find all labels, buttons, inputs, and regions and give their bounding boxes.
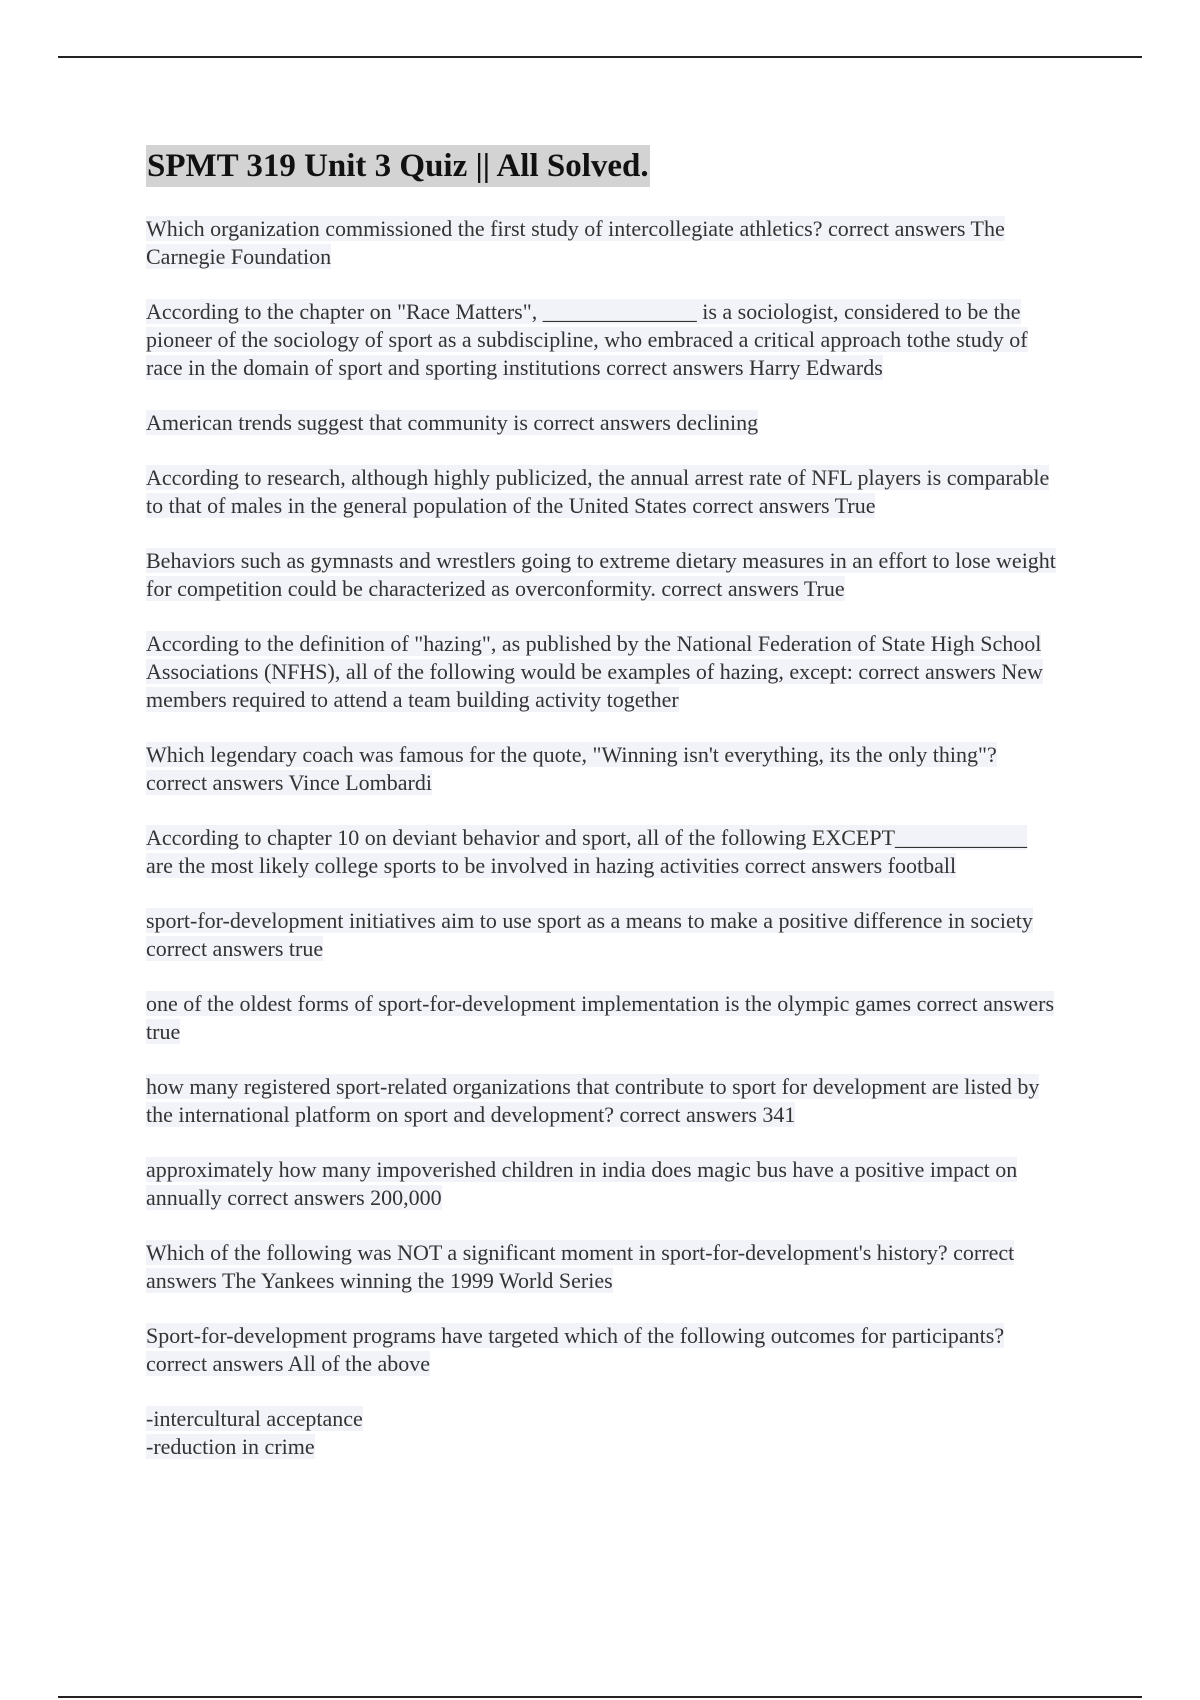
- qa-text: American trends suggest that community is correct answers declining: [146, 410, 759, 435]
- list-text: -intercultural acceptance: [146, 1406, 363, 1431]
- qa-item-4: [146, 464, 1056, 520]
- top-rule: [58, 56, 1142, 58]
- outcome-list-item-1: [146, 1405, 1056, 1433]
- qa-item-9: [146, 907, 1056, 963]
- qa-text: Which organization commissioned the first study of intercollegiate athletics? correct answers The Carnegie Foundation: [146, 216, 1005, 269]
- qa-item-11: [146, 1073, 1056, 1129]
- qa-text: one of the oldest forms of sport-for-development implementation is the olympic games correct answers true: [146, 991, 1055, 1044]
- qa-item-13: [146, 1239, 1056, 1295]
- qa-text: According to chapter 10 on deviant behavior and sport, all of the following EXCEPT____________ are the most likely college sports to be involved in hazing activities correct answers football: [146, 825, 1028, 878]
- qa-item-12: [146, 1156, 1056, 1212]
- document-body: [146, 145, 1056, 1461]
- qa-item-8: [146, 824, 1056, 880]
- qa-text: Behaviors such as gymnasts and wrestlers going to extreme dietary measures in an effort to lose weight for competition could be characterized as overconformity. correct answers True: [146, 548, 1056, 601]
- qa-text: how many registered sport-related organizations that contribute to sport for development are listed by the international platform on sport and development? correct answers 341: [146, 1074, 1040, 1127]
- qa-item-1: [146, 215, 1056, 271]
- qa-item-5: [146, 547, 1056, 603]
- qa-item-3: [146, 409, 1056, 437]
- qa-item-2: [146, 298, 1056, 382]
- qa-item-7: [146, 741, 1056, 797]
- outcome-list-item-2: [146, 1433, 1056, 1461]
- list-text: -reduction in crime: [146, 1434, 315, 1459]
- qa-text: Which legendary coach was famous for the quote, "Winning isn't everything, its the only thing"? correct answers Vince Lombardi: [146, 742, 997, 795]
- qa-item-14: [146, 1322, 1056, 1378]
- qa-text: According to research, although highly publicized, the annual arrest rate of NFL players is comparable to that of males in the general population of the United States correct answers True: [146, 465, 1050, 518]
- qa-item-6: [146, 630, 1056, 714]
- document-title: SPMT 319 Unit 3 Quiz || All Solved.: [146, 145, 650, 187]
- qa-text: sport-for-development initiatives aim to use sport as a means to make a positive difference in society correct answers true: [146, 908, 1033, 961]
- qa-text: According to the definition of "hazing", as published by the National Federation of State High School Associations (NFHS), all of the following would be examples of hazing, except: correct answers New members required to attend a team building activity together: [146, 631, 1043, 712]
- bottom-rule: [58, 1696, 1142, 1698]
- qa-item-10: [146, 990, 1056, 1046]
- qa-text: Sport-for-development programs have targeted which of the following outcomes for participants? correct answers All of the above: [146, 1323, 1005, 1376]
- qa-text: According to the chapter on "Race Matters", ______________ is a sociologist, considered to be the pioneer of the sociology of sport as a subdiscipline, who embraced a critical approach tothe study of race in the domain of sport and sporting institutions correct answers Harry Edwards: [146, 299, 1028, 380]
- qa-text: approximately how many impoverished children in india does magic bus have a positive impact on annually correct answers 200,000: [146, 1157, 1018, 1210]
- qa-text: Which of the following was NOT a significant moment in sport-for-development's history? correct answers The Yankees winning the 1999 World Series: [146, 1240, 1015, 1293]
